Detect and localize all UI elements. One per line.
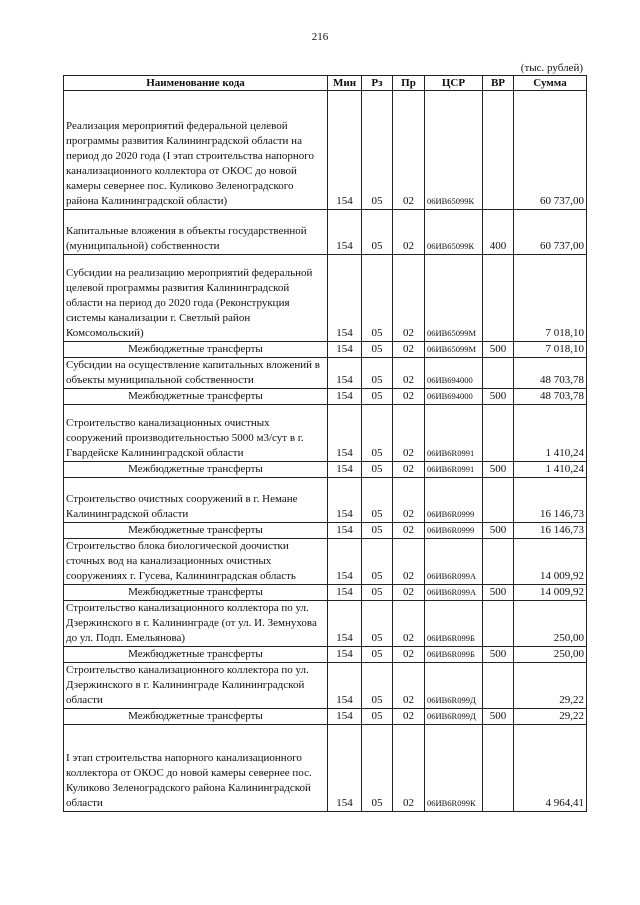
header-name: Наименование кода <box>64 76 328 91</box>
row-pr: 02 <box>393 342 425 358</box>
row-name: Межбюджетные трансферты <box>64 389 328 405</box>
row-vr: 400 <box>483 210 514 255</box>
table-row <box>64 91 587 210</box>
row-name: Строительство канализационных очистных сооружений производительностью 5000 м3/сут в г. Гвардейске Калининградской области <box>64 405 328 462</box>
row-name: Межбюджетные трансферты <box>64 709 328 725</box>
row-name: Межбюджетные трансферты <box>64 523 328 539</box>
row-name: Строительство канализационного коллектора по ул. Дзержинского в г. Калининграде Калининградской области <box>64 663 328 709</box>
row-rz: 05 <box>362 405 393 462</box>
row-vr: 500 <box>483 389 514 405</box>
row-min: 154 <box>328 405 362 462</box>
row-sum: 1 410,24 <box>514 405 587 462</box>
row-rz: 05 <box>362 358 393 389</box>
row-name: Строительство очистных сооружений в г. Немане Калининградской области <box>64 478 328 523</box>
header-min: Мин <box>328 76 362 91</box>
row-csr: 06ИВ6R099К <box>425 725 483 812</box>
row-sum: 29,22 <box>514 709 587 725</box>
row-name: Субсидии на реализацию мероприятий федеральной целевой программы развития Калининградской области на период до 2020 года (Реконструкция системы канализации г. Светлый район Комсомольский) <box>64 255 328 342</box>
header-vr: ВР <box>483 76 514 91</box>
row-pr: 02 <box>393 478 425 523</box>
row-pr: 02 <box>393 585 425 601</box>
row-csr: 06ИВ6R0991 <box>425 462 483 478</box>
row-name: Субсидии на осуществление капитальных вложений в объекты муниципальной собственности <box>64 358 328 389</box>
table-row <box>64 663 587 709</box>
row-pr: 02 <box>393 405 425 462</box>
header-csr: ЦСР <box>425 76 483 91</box>
row-min: 154 <box>328 462 362 478</box>
row-pr: 02 <box>393 358 425 389</box>
row-sum: 250,00 <box>514 601 587 647</box>
row-min: 154 <box>328 663 362 709</box>
row-pr: 02 <box>393 663 425 709</box>
row-pr: 02 <box>393 389 425 405</box>
row-rz: 05 <box>362 389 393 405</box>
table-row <box>64 601 587 647</box>
table-row <box>64 255 587 342</box>
row-csr: 06ИВ694000 <box>425 358 483 389</box>
row-csr: 06ИВ6R0999 <box>425 523 483 539</box>
budget-table <box>63 75 587 812</box>
row-vr <box>483 601 514 647</box>
row-pr: 02 <box>393 523 425 539</box>
row-sum: 16 146,73 <box>514 478 587 523</box>
row-pr: 02 <box>393 462 425 478</box>
row-csr: 06ИВ6R099А <box>425 539 483 585</box>
row-vr: 500 <box>483 342 514 358</box>
row-min: 154 <box>328 389 362 405</box>
row-csr: 06ИВ65099К <box>425 210 483 255</box>
row-vr: 500 <box>483 709 514 725</box>
row-min: 154 <box>328 709 362 725</box>
row-rz: 05 <box>362 478 393 523</box>
row-sum: 4 964,41 <box>514 725 587 812</box>
row-csr: 06ИВ65099М <box>425 255 483 342</box>
row-vr <box>483 725 514 812</box>
row-vr: 500 <box>483 585 514 601</box>
row-name: I этап строительства напорного канализационного коллектора от ОКОС до новой камеры севернее пос. Куликово Зеленоградского района Калининградской области <box>64 725 328 812</box>
row-vr: 500 <box>483 462 514 478</box>
row-sum: 250,00 <box>514 647 587 663</box>
row-vr: 500 <box>483 523 514 539</box>
row-sum: 14 009,92 <box>514 539 587 585</box>
row-min: 154 <box>328 478 362 523</box>
table-row <box>64 358 587 389</box>
row-pr: 02 <box>393 725 425 812</box>
row-sum: 7 018,10 <box>514 255 587 342</box>
row-name: Межбюджетные трансферты <box>64 585 328 601</box>
row-min: 154 <box>328 725 362 812</box>
row-rz: 05 <box>362 210 393 255</box>
units-label: (тыс. рублей) <box>520 62 583 74</box>
header-rz: Рз <box>362 76 393 91</box>
row-min: 154 <box>328 523 362 539</box>
row-csr: 06ИВ6R099Д <box>425 663 483 709</box>
table-row <box>64 539 587 585</box>
page-number: 216 <box>311 31 329 43</box>
table-row <box>64 342 587 358</box>
table-row <box>64 523 587 539</box>
table-header-row <box>64 76 587 91</box>
row-name: Капитальные вложения в объекты государственной (муниципальной) собственности <box>64 210 328 255</box>
row-rz: 05 <box>362 601 393 647</box>
row-vr <box>483 255 514 342</box>
table-row <box>64 585 587 601</box>
row-min: 154 <box>328 91 362 210</box>
row-name: Межбюджетные трансферты <box>64 462 328 478</box>
row-csr: 06ИВ65099К <box>425 91 483 210</box>
row-vr <box>483 478 514 523</box>
header-sum: Сумма <box>514 76 587 91</box>
row-sum: 1 410,24 <box>514 462 587 478</box>
row-csr: 06ИВ65099М <box>425 342 483 358</box>
row-min: 154 <box>328 585 362 601</box>
row-name: Межбюджетные трансферты <box>64 342 328 358</box>
table-row <box>64 405 587 462</box>
row-rz: 05 <box>362 647 393 663</box>
row-pr: 02 <box>393 539 425 585</box>
row-csr: 06ИВ6R099Д <box>425 709 483 725</box>
row-pr: 02 <box>393 647 425 663</box>
row-name: Строительство канализационного коллектора по ул. Дзержинского в г. Калининграде (от ул. И. Земнухова до ул. Подп. Емельянова) <box>64 601 328 647</box>
row-csr: 06ИВ6R0991 <box>425 405 483 462</box>
row-sum: 60 737,00 <box>514 210 587 255</box>
row-sum: 14 009,92 <box>514 585 587 601</box>
row-sum: 48 703,78 <box>514 389 587 405</box>
table-row <box>64 478 587 523</box>
row-vr <box>483 405 514 462</box>
row-min: 154 <box>328 342 362 358</box>
row-rz: 05 <box>362 725 393 812</box>
row-rz: 05 <box>362 539 393 585</box>
row-rz: 05 <box>362 91 393 210</box>
table-row <box>64 462 587 478</box>
row-csr: 06ИВ694000 <box>425 389 483 405</box>
row-csr: 06ИВ6R099А <box>425 585 483 601</box>
table-row <box>64 725 587 812</box>
row-pr: 02 <box>393 210 425 255</box>
row-vr <box>483 358 514 389</box>
row-sum: 29,22 <box>514 663 587 709</box>
table-row <box>64 709 587 725</box>
row-vr: 500 <box>483 647 514 663</box>
header-pr: Пр <box>393 76 425 91</box>
table-row <box>64 389 587 405</box>
row-sum: 7 018,10 <box>514 342 587 358</box>
row-sum: 60 737,00 <box>514 91 587 210</box>
row-vr <box>483 539 514 585</box>
row-rz: 05 <box>362 523 393 539</box>
row-csr: 06ИВ6R0999 <box>425 478 483 523</box>
row-rz: 05 <box>362 255 393 342</box>
table-row <box>64 647 587 663</box>
row-sum: 16 146,73 <box>514 523 587 539</box>
row-min: 154 <box>328 539 362 585</box>
table-row <box>64 210 587 255</box>
row-name: Строительство блока биологической доочистки сточных вод на канализационных очистных сооружениях г. Гусева, Калининградская область <box>64 539 328 585</box>
row-csr: 06ИВ6R099Б <box>425 647 483 663</box>
row-name: Реализация мероприятий федеральной целевой программы развития Калининградской области на период до 2020 года (I этап строительства напорного канализационного коллектора от ОКОС до новой камеры севернее пос. Куликово Зеленоградского района Калининградской области) <box>64 91 328 210</box>
row-csr: 06ИВ6R099Б <box>425 601 483 647</box>
row-min: 154 <box>328 210 362 255</box>
row-min: 154 <box>328 255 362 342</box>
row-pr: 02 <box>393 709 425 725</box>
row-rz: 05 <box>362 709 393 725</box>
row-pr: 02 <box>393 255 425 342</box>
row-min: 154 <box>328 358 362 389</box>
row-vr <box>483 91 514 210</box>
row-rz: 05 <box>362 663 393 709</box>
row-sum: 48 703,78 <box>514 358 587 389</box>
row-rz: 05 <box>362 462 393 478</box>
row-min: 154 <box>328 647 362 663</box>
row-name: Межбюджетные трансферты <box>64 647 328 663</box>
row-pr: 02 <box>393 601 425 647</box>
row-vr <box>483 663 514 709</box>
row-rz: 05 <box>362 342 393 358</box>
row-rz: 05 <box>362 585 393 601</box>
row-pr: 02 <box>393 91 425 210</box>
row-min: 154 <box>328 601 362 647</box>
